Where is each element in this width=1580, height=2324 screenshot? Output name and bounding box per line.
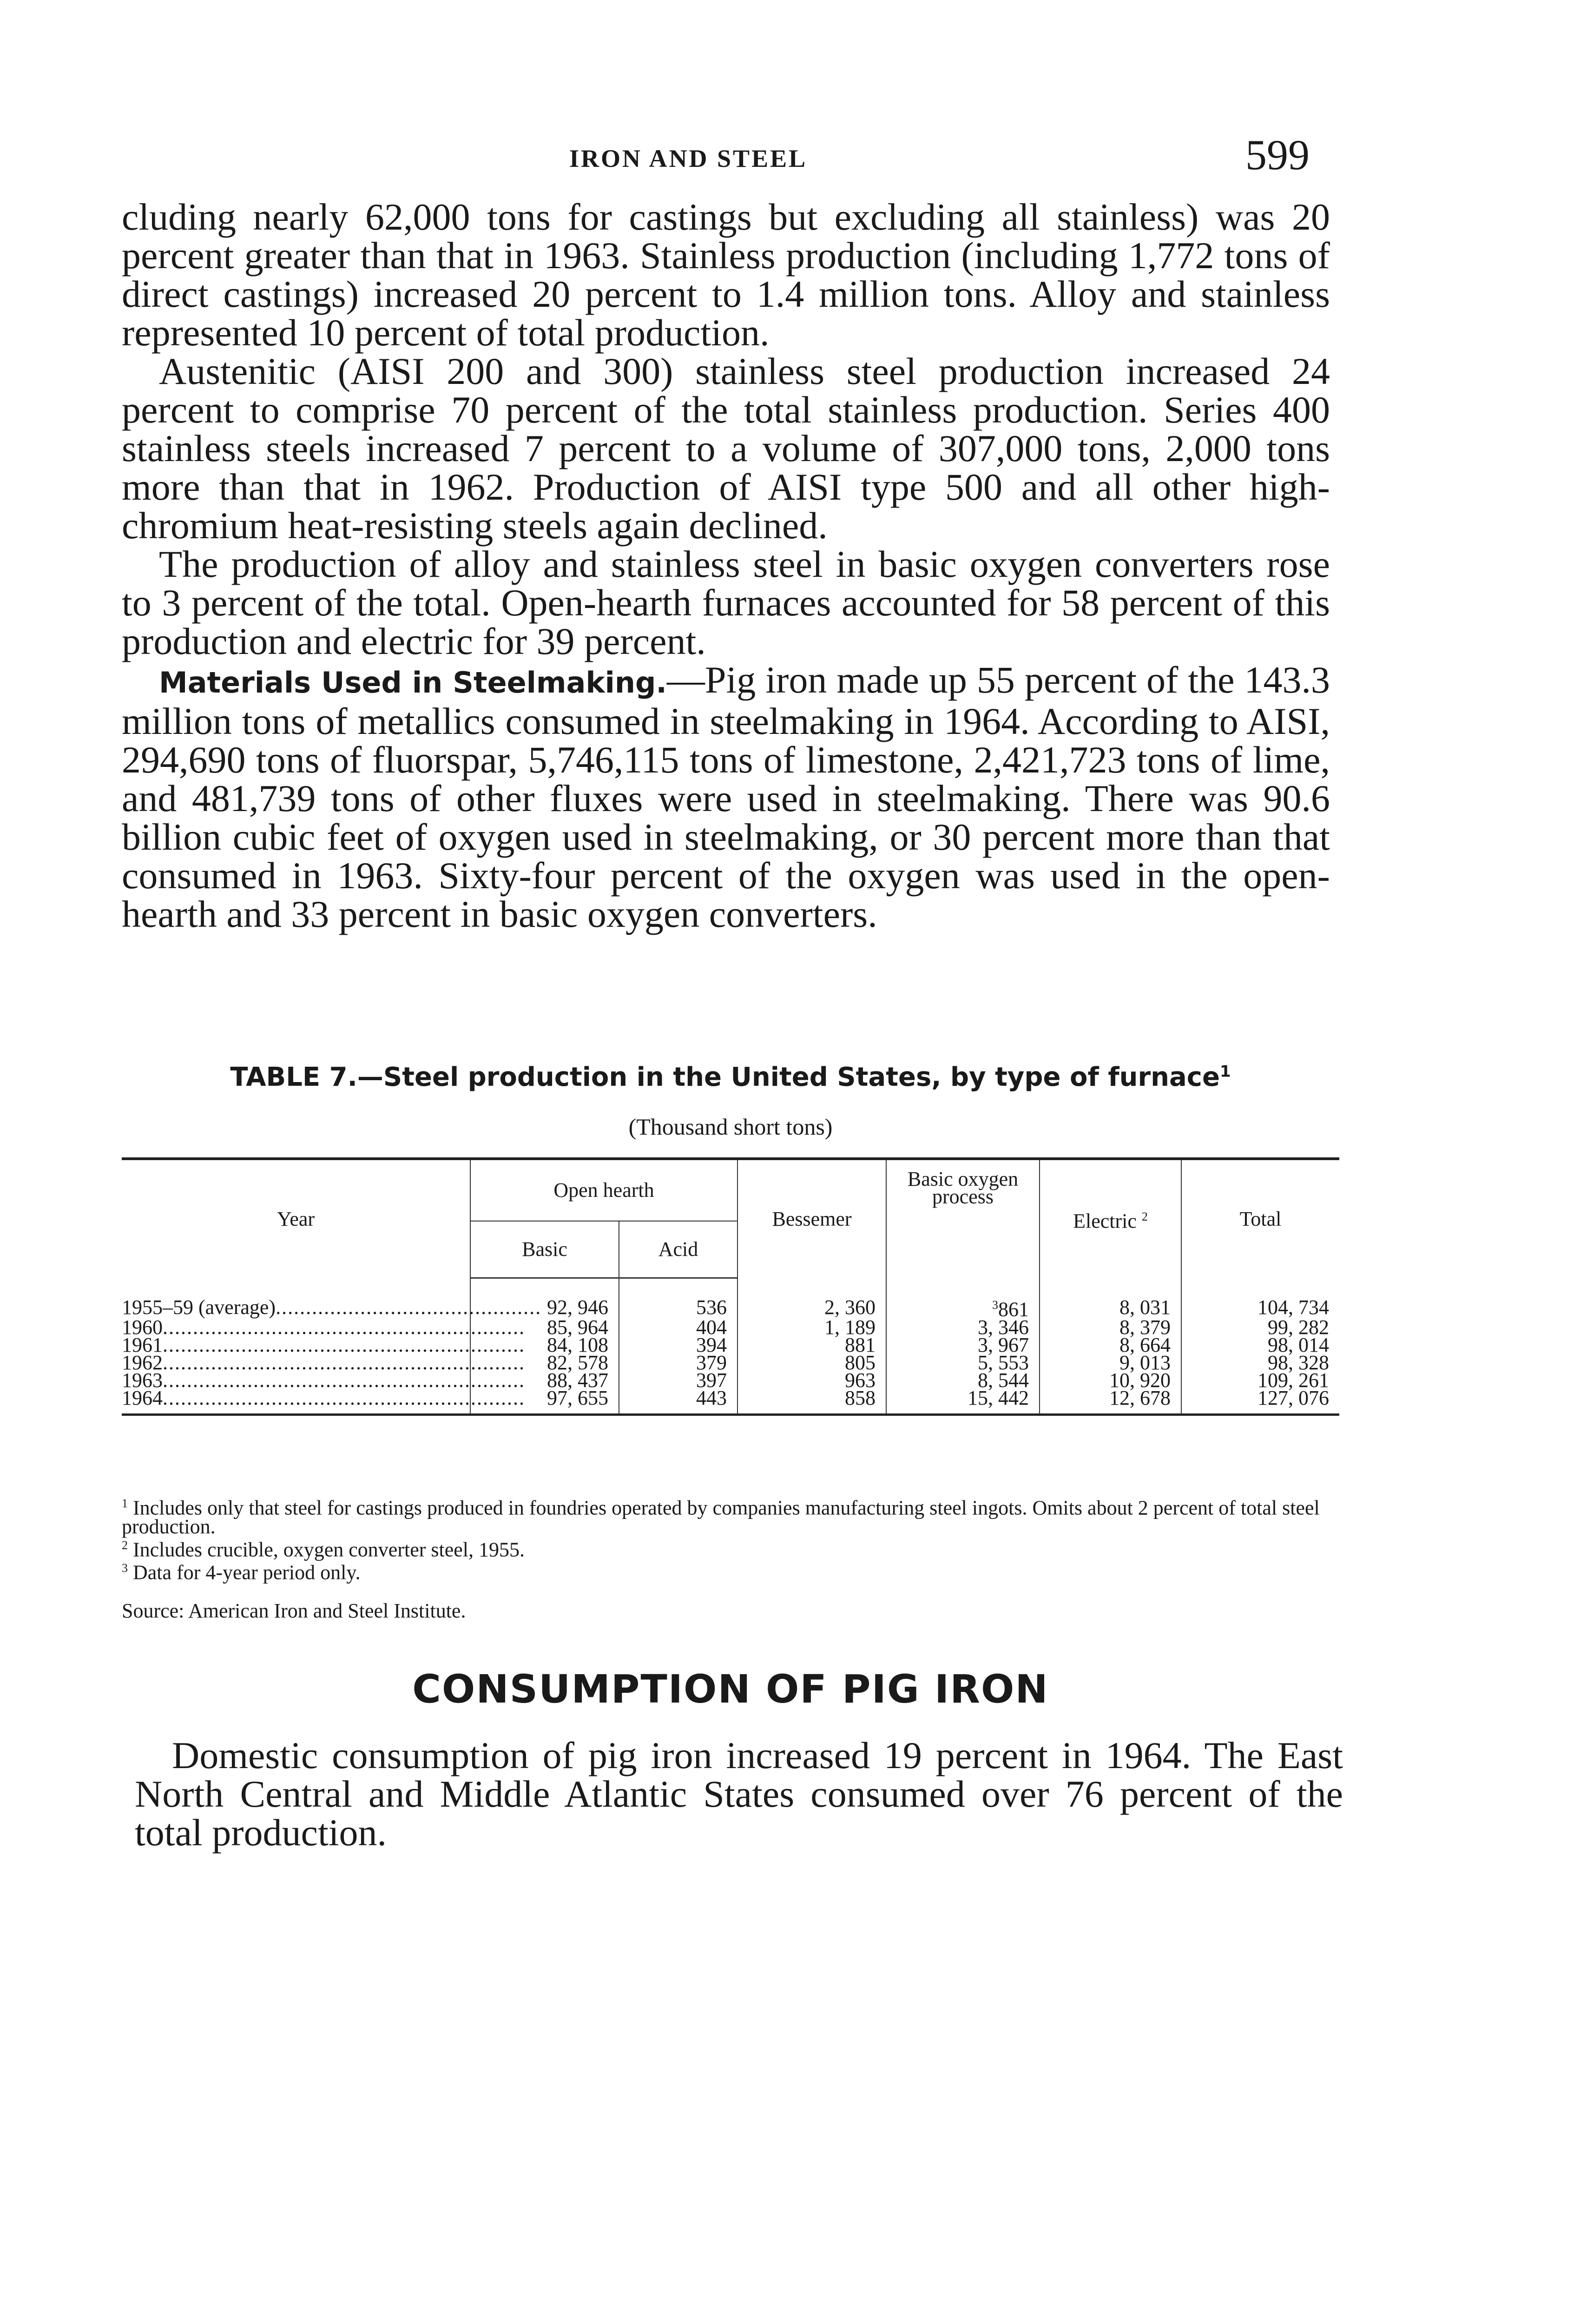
cell-total: 98, 014	[1268, 1333, 1329, 1356]
cell-basic-oxygen: 3, 346	[886, 1319, 1040, 1336]
cell-basic-oxygen: 3, 967	[886, 1336, 1040, 1354]
materials-text: —Pig iron made up 55 percent of the 143.3 million tons of metallics consumed in steelmaking in 1964. According to AISI, 294,690 tons of fluorspar, 5,746,115 tons of limestone, 2,421,723 tons of lime, and 481,739 tons of other fluxes were used in steelmaking. There was 90.6 billion cubic feet of oxygen used in steelmaking, or 30 percent more than that consumed in 1963. Sixty-four percent of the oxygen was used in the open-hearth and 33 percent in basic oxygen converters.	[122, 659, 1330, 935]
header-basic-oxygen: Basic oxygen process	[886, 1159, 1040, 1278]
section-body	[135, 1736, 1343, 1852]
table-title-text: TABLE 7.—Steel production in the United States, by type of furnace	[230, 1062, 1220, 1092]
header-bessemer: Bessemer	[737, 1159, 886, 1278]
body-text	[122, 198, 1330, 933]
row-year: 1961............................................................	[122, 1333, 525, 1356]
header-electric	[1040, 1159, 1181, 1278]
table-unit: (Thousand short tons)	[628, 1114, 833, 1140]
cell-electric: 9, 013	[1040, 1354, 1181, 1372]
cell-bessemer: 2, 360	[737, 1296, 886, 1319]
paragraph-materials	[122, 660, 1330, 933]
cell-basic-oxygen-footnote-ref: 3	[992, 1298, 998, 1312]
footnote-3: $^3$ Data for 4-year period only.	[122, 1561, 361, 1584]
paragraph-austenitic: Austenitic (AISI 200 and 300) stainless steel production increased 24 percent to comprise 70 percent of the total stainless production. Series 400 stainless steels increased 7 percent to a volume of 307,000 tons, 2,000 tons more than that in 1962. Production of AISI type 500 and all other high-chromium heat-resisting steels again declined.	[122, 350, 1330, 547]
footnote-2: $^2$ Includes crucible, oxygen converter steel, 1955.	[122, 1538, 525, 1561]
cell-basic-oxygen: $^3$861	[886, 1296, 1040, 1319]
cell-electric: 10, 920	[1040, 1372, 1181, 1389]
cell-electric: 8, 379	[1040, 1319, 1181, 1336]
table-title-footnote-ref: 1	[1219, 1062, 1231, 1081]
table-row	[122, 1296, 1339, 1319]
paragraph-continuation: cluding nearly 62,000 tons for castings but excluding all stainless) was 20 percent greater than that in 1963. Stainless production (including 1,772 tons of direct castings) increased 20 percent to 1.4 million tons. Alloy and stainless represented 10 percent of total production.	[122, 196, 1330, 354]
paragraph-consumption: Domestic consumption of pig iron increased 19 percent in 1964. The East North Central and Middle Atlantic States consumed over 76 percent of the total production.	[135, 1734, 1343, 1854]
page-number: 599	[1245, 131, 1310, 178]
cell-acid: 394	[619, 1336, 737, 1354]
header-electric-label: Electric	[1073, 1209, 1137, 1233]
cell-acid: 536	[619, 1296, 737, 1319]
cell-bessemer: 858	[737, 1389, 886, 1415]
header-total: Total	[1181, 1159, 1339, 1278]
cell-bessemer: 805	[737, 1354, 886, 1372]
header-year: Year	[122, 1159, 470, 1278]
cell-basic: 82, 578	[470, 1354, 619, 1372]
cell-total: 98, 328	[1268, 1351, 1329, 1374]
cell-total: 127, 076	[1181, 1389, 1339, 1415]
cell-electric: 12, 678	[1040, 1389, 1181, 1415]
cell-basic-oxygen: 5, 553	[886, 1354, 1040, 1372]
materials-runin-heading: Materials Used in Steelmaking.	[159, 666, 667, 700]
row-year: 1955–59 (average)............................................	[122, 1295, 542, 1319]
cell-bessemer: 881	[737, 1336, 886, 1354]
steel-production-table	[122, 1157, 1339, 1416]
cell-electric: 8, 031	[1040, 1296, 1181, 1319]
cell-basic: 85, 964	[470, 1319, 619, 1336]
cell-basic: 97, 655	[470, 1389, 619, 1415]
cell-basic: 92, 946	[470, 1296, 619, 1319]
header-acid: Acid	[619, 1221, 737, 1278]
table-source: Source: American Iron and Steel Institute.	[122, 1599, 466, 1622]
cell-bessemer: 1, 189	[737, 1319, 886, 1336]
cell-acid: 379	[619, 1354, 737, 1372]
cell-total: 104, 734	[1257, 1295, 1329, 1319]
footnote-1: $^1$ Includes only that steel for castings produced in foundries operated by companies manufacturing steel ingots. Omits about 2 percent of total steel production.	[122, 1496, 1320, 1538]
header-basic: Basic	[470, 1221, 619, 1278]
row-year: 1964............................................................	[122, 1389, 470, 1415]
cell-basic: 84, 108	[470, 1336, 619, 1354]
cell-basic-oxygen: 15, 442	[886, 1389, 1040, 1415]
section-heading: CONSUMPTION OF PIG IRON	[412, 1666, 1049, 1712]
cell-total: 99, 282	[1268, 1315, 1329, 1339]
cell-acid: 404	[619, 1319, 737, 1336]
header-electric-footnote-ref: 2	[1141, 1209, 1148, 1223]
row-year: 1963............................................................	[122, 1368, 525, 1392]
cell-acid: 443	[619, 1389, 737, 1415]
cell-basic-oxygen: 8, 544	[886, 1372, 1040, 1389]
cell-basic: 88, 437	[470, 1372, 619, 1389]
cell-electric: 8, 664	[1040, 1336, 1181, 1354]
cell-bessemer: 963	[737, 1372, 886, 1389]
paragraph-alloy-production: The production of alloy and stainless steel in basic oxygen converters rose to 3 percent of the total. Open-hearth furnaces accounted for 58 percent of this production and electric for 39 percent.	[122, 543, 1330, 662]
row-year: 1962............................................................	[122, 1351, 525, 1374]
cell-total: 109, 261	[1257, 1368, 1329, 1392]
table-footnotes	[122, 1494, 1349, 1620]
cell-acid: 397	[619, 1372, 737, 1389]
table-row	[122, 1389, 1339, 1415]
row-year: 1960............................................................	[122, 1315, 525, 1339]
running-head: IRON AND STEEL	[569, 145, 808, 172]
header-open-hearth: Open hearth	[470, 1159, 737, 1221]
table-title	[122, 1062, 1339, 1092]
